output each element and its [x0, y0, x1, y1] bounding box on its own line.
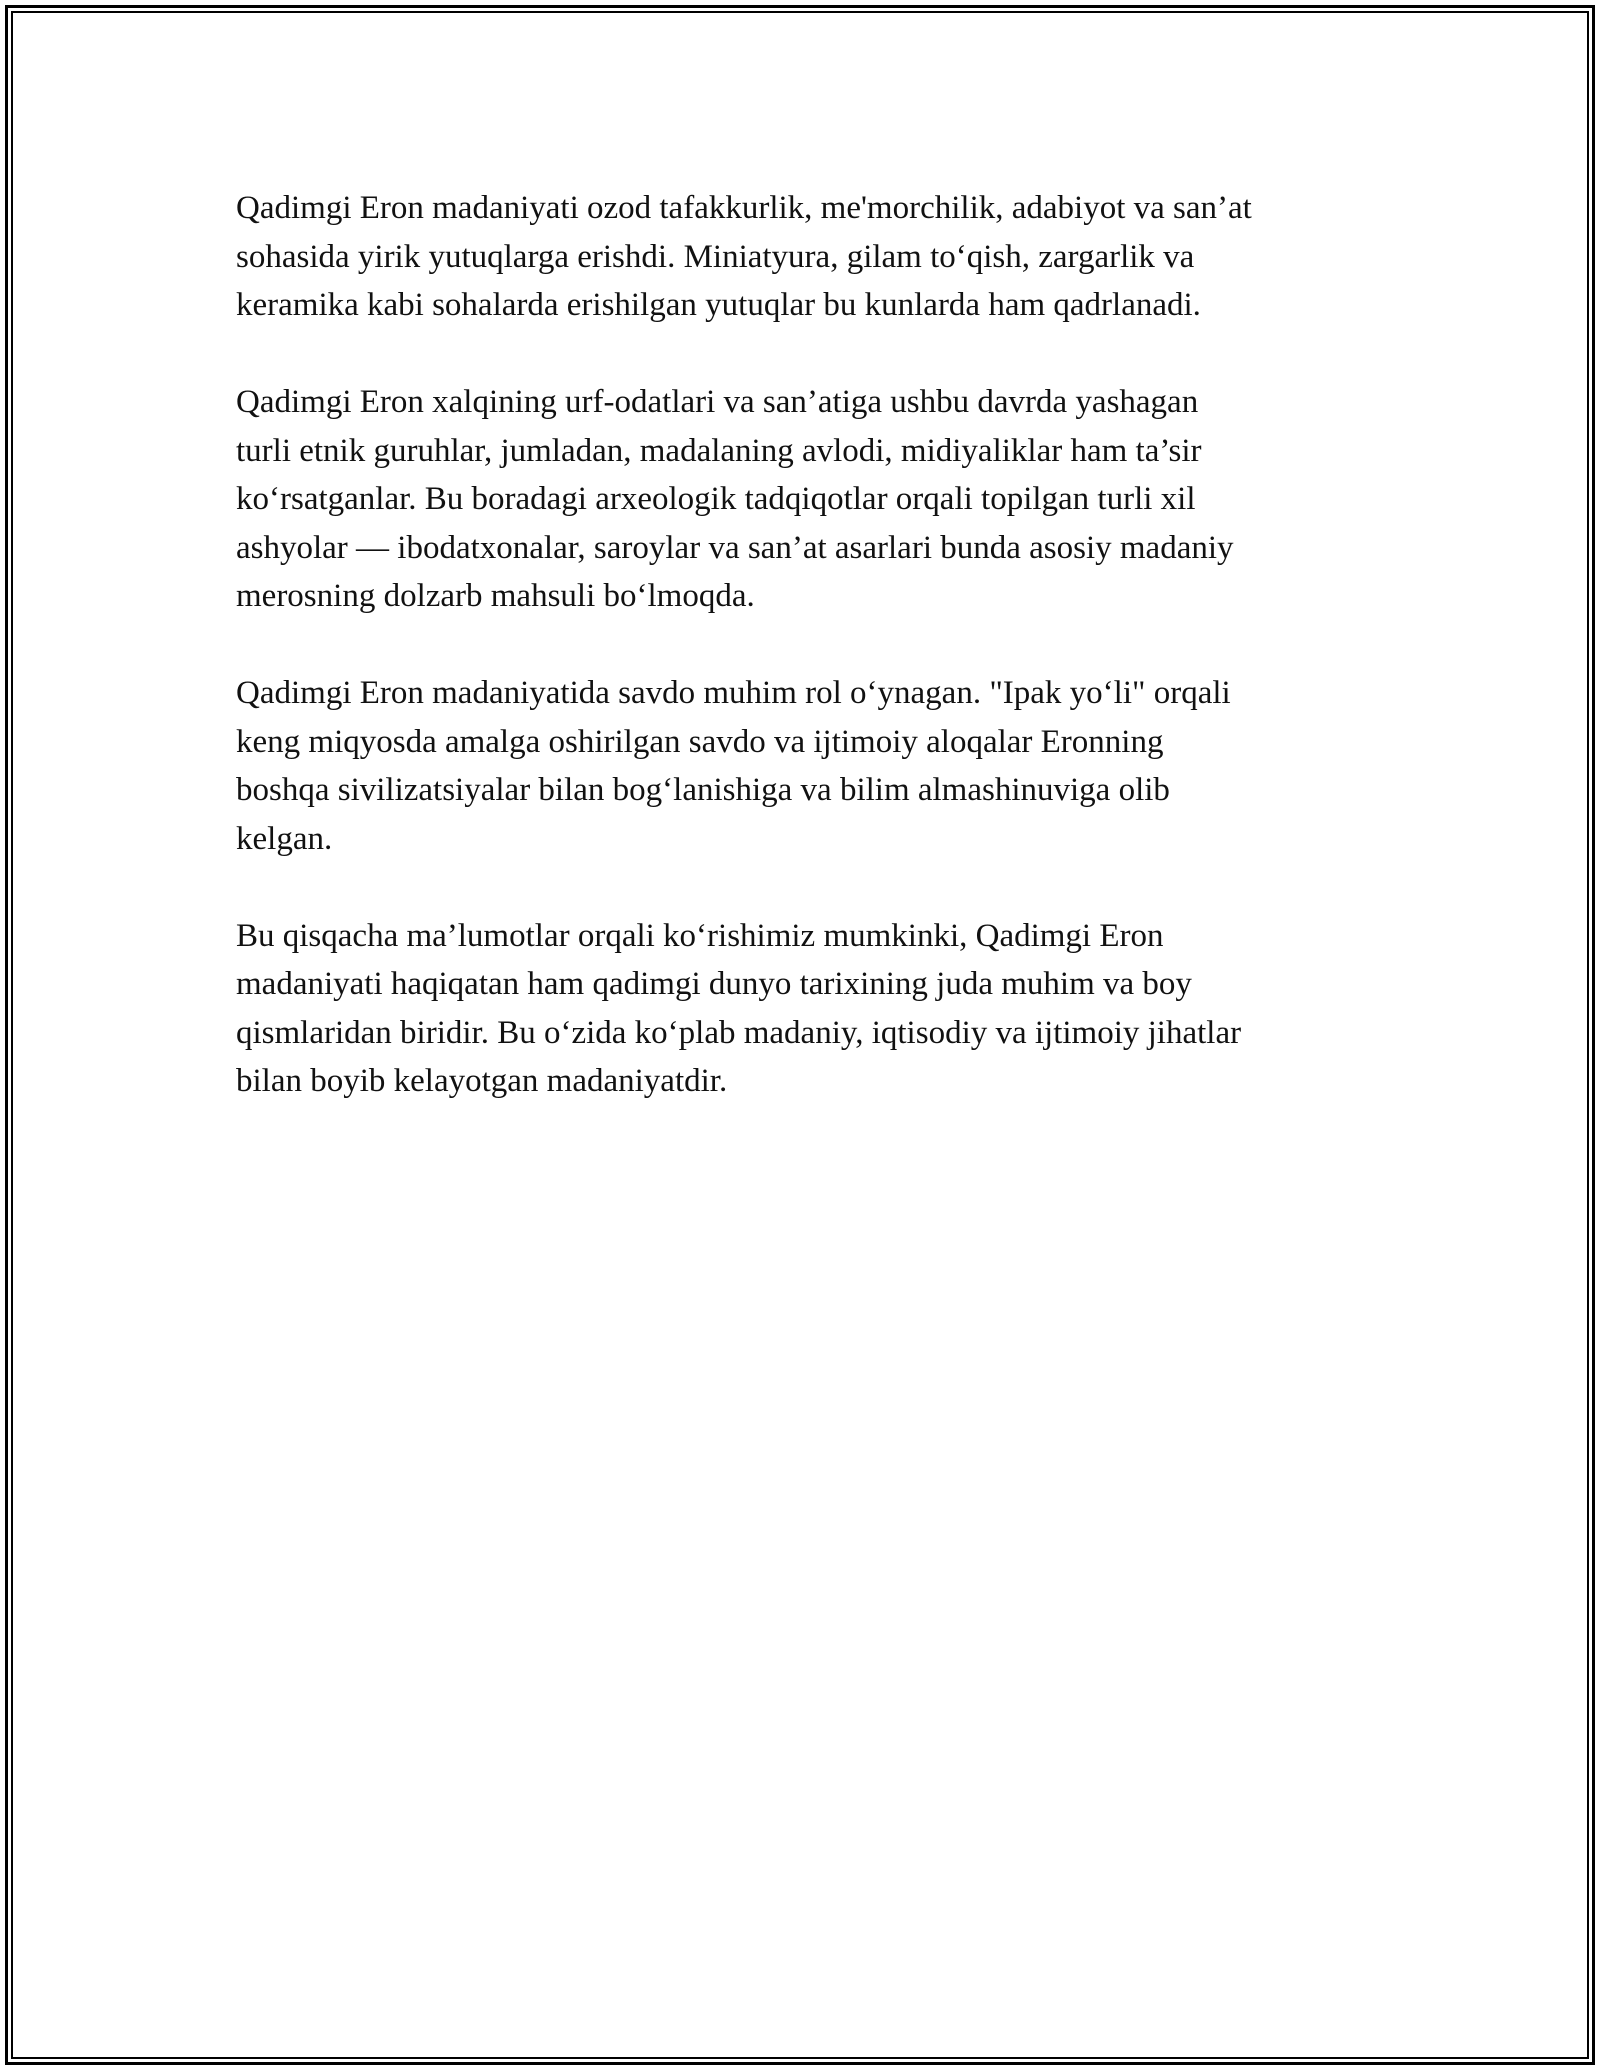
paragraph-4: Bu qisqacha ma’lumotlar orqali ko‘rishimiz mumkinki, Qadimgi Eron madaniyati haqiqatan ham qadimgi dunyo tarixining juda muhim va boy qismlaridan biridir. Bu o‘zida ko‘plab madaniy, iqtisodiy va ijtimoiy jihatlar bilan boyib kelayotgan madaniyatdir. — [236, 917, 1242, 1099]
paragraph-2: Qadimgi Eron xalqining urf-odatlari va san’atiga ushbu davrda yashagan turli etnik guruhlar, jumladan, madalaning avlodi, midiyaliklar ham ta’sir ko‘rsatganlar. Bu boradagi arxeologik tadqiqotlar orqali topilgan turli xil ashyolar — ibodatxonalar, saroylar va san’at asarlari bunda asosiy madaniy merosning dolzarb mahsuli bo‘lmoqda. — [236, 384, 1234, 614]
paragraph-1: Qadimgi Eron madaniyati ozod tafakkurlik, me'morchilik, adabiyot va san’at sohasida yirik yutuqlarga erishdi. Miniatyura, gilam to‘qish, zargarlik va keramika kabi sohalarda erishilgan yutuqlar bu kunlarda ham qadrlanadi. — [236, 190, 1252, 323]
paragraph-3: Qadimgi Eron madaniyatida savdo muhim rol o‘ynagan. "Ipak yo‘li" orqali keng miqyosda amalga oshirilgan savdo va ijtimoiy aloqalar Eronning boshqa sivilizatsiyalar bilan bog‘lanishiga va bilim almashinuviga olib kelgan. — [236, 675, 1231, 857]
document-body — [236, 184, 1376, 1154]
